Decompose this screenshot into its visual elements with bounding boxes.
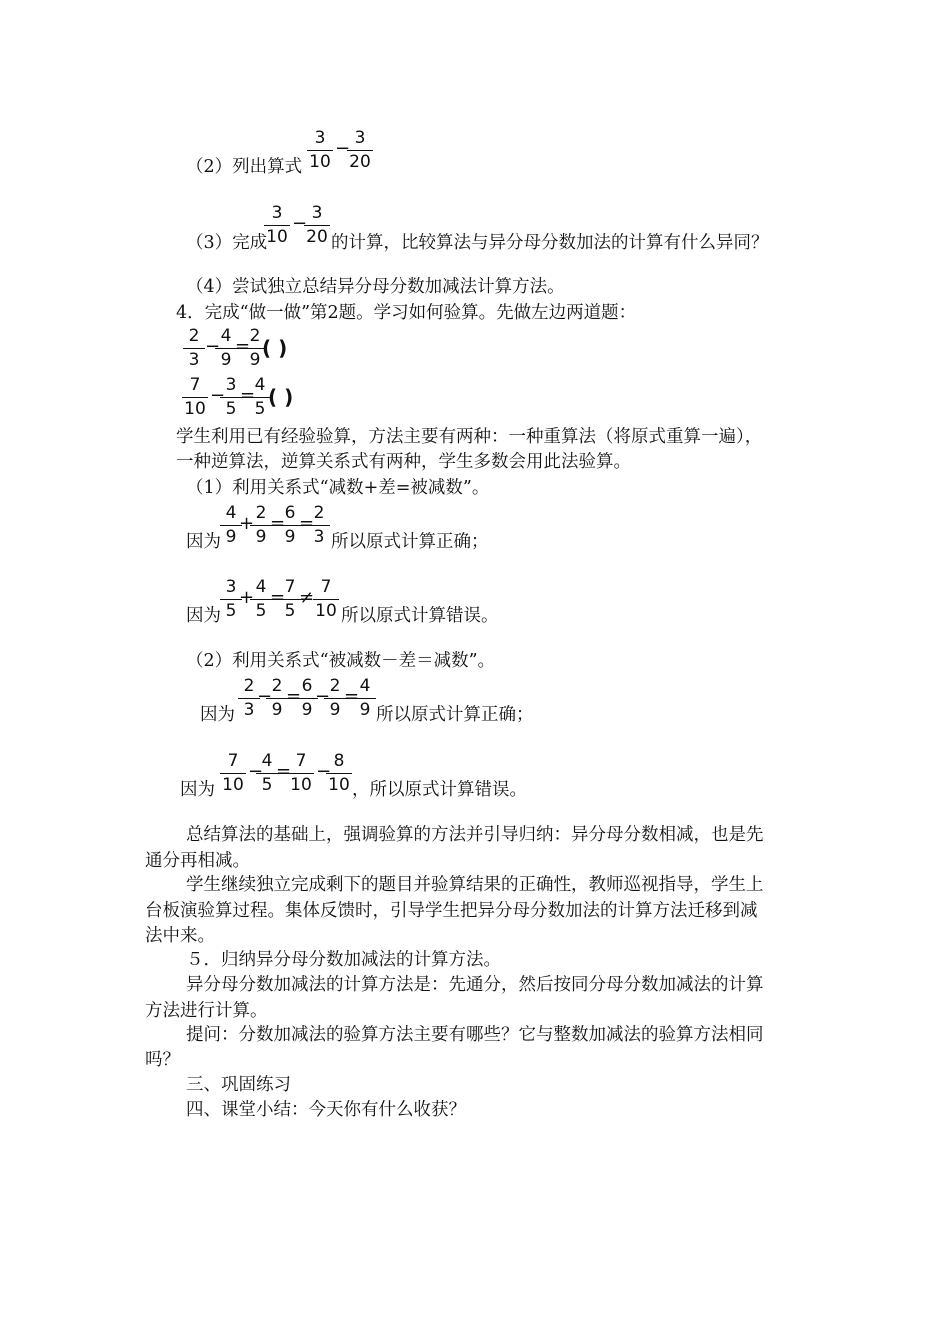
fraction: 4 5 (256, 751, 278, 795)
minus-sign: − (210, 385, 226, 406)
plus-sign: + (239, 513, 255, 534)
equals-sign: = (344, 686, 360, 707)
fraction: 3 5 (220, 375, 242, 419)
fraction: 7 10 (220, 751, 246, 795)
step-3-text-a: （3）完成 (186, 233, 268, 253)
paragraph-2b: 通分再相减。 (145, 851, 250, 871)
paragraph-5a: 提问：分数加减法的验算方法主要有哪些？它与整数加减法的验算方法相同 (186, 1025, 764, 1045)
equals-sign: = (276, 761, 292, 782)
result-correct: 所以原式计算正确； (331, 532, 489, 552)
fraction: 7 5 (279, 577, 301, 621)
minus-sign: − (257, 686, 273, 707)
item-4-heading: 4．完成“做一做”第2题。学习如何验算。先做左边两道题： (176, 303, 637, 323)
fraction: 2 9 (244, 326, 266, 370)
equals-sign: = (286, 686, 302, 707)
fraction: 4 5 (250, 577, 272, 621)
fraction: 4 5 (249, 375, 271, 419)
fraction: 4 9 (215, 326, 237, 370)
fraction: 7 10 (182, 375, 208, 419)
relation-1-text: （1）利用关系式“减数+差=被减数”。 (186, 478, 490, 498)
minus-sign: − (248, 761, 264, 782)
equals-sign: = (235, 336, 251, 357)
fraction: 3 20 (347, 128, 373, 172)
fraction: 3 20 (304, 203, 330, 247)
equals-sign: = (270, 587, 286, 608)
result-wrong: ，所以原式计算错误。 (352, 780, 527, 800)
fraction: 4 9 (220, 503, 242, 547)
because-label: 因为 (186, 606, 221, 626)
minus-sign: − (316, 761, 332, 782)
paragraph-3c: 法中来。 (145, 926, 215, 946)
fraction: 2 3 (238, 676, 260, 720)
fraction: 2 9 (250, 503, 272, 547)
section-3-heading: 三、巩固练习 (186, 1075, 291, 1095)
minus-sign: − (205, 336, 221, 357)
paragraph-3b: 台板演验算过程。集体反馈时，引导学生把异分母分数加法的计算方法迁移到减 (145, 901, 758, 921)
answer-blank: ( ) (262, 336, 288, 360)
fraction: 8 10 (326, 751, 352, 795)
fraction: 7 10 (313, 577, 339, 621)
plus-sign: + (239, 587, 255, 608)
fraction: 6 9 (279, 503, 301, 547)
paragraph-1b: 一种逆算法，逆算关系式有两种，学生多数会用此法验算。 (176, 452, 631, 472)
paragraph-3a: 学生继续独立完成剩下的题目并验算结果的正确性，教师巡视指导，学生上 (186, 875, 764, 895)
paragraph-4a: 异分母分数加减法的计算方法是：先通分，然后按同分母分数加减法的计算 (186, 975, 764, 995)
equals-sign: = (270, 513, 286, 534)
minus-sign: − (292, 213, 308, 234)
paragraph-1a: 学生利用已有经验验算，方法主要有两种：一种重算法（将原式重算一遍）， (176, 427, 763, 447)
because-label: 因为 (186, 532, 221, 552)
fraction: 6 9 (296, 676, 318, 720)
result-correct: 所以原式计算正确； (376, 705, 534, 725)
because-label: 因为 (180, 780, 215, 800)
fraction: 4 9 (354, 676, 376, 720)
fraction: 7 10 (288, 751, 314, 795)
item-5-heading: ５．归纳异分母分数加减法的计算方法。 (186, 950, 501, 970)
fraction: 2 3 (308, 503, 330, 547)
minus-sign: − (315, 686, 331, 707)
not-equal-sign: ≠ (299, 587, 315, 608)
answer-blank: ( ) (268, 385, 294, 409)
section-4-heading: 四、课堂小结：今天你有什么收获？ (186, 1100, 466, 1120)
fraction: 2 9 (324, 676, 346, 720)
paragraph-5b: 吗？ (145, 1050, 180, 1070)
relation-2-text: （2）利用关系式“被减数－差＝减数”。 (186, 651, 496, 671)
paragraph-2a: 总结算法的基础上，强调验算的方法并引导归纳：异分母分数相减，也是先 (186, 825, 764, 845)
equals-sign: = (299, 513, 315, 534)
equals-sign: = (240, 385, 256, 406)
step-3-text-b: 的计算，比较算法与异分母分数加法的计算有什么异同？ (331, 233, 769, 253)
because-label: 因为 (200, 705, 235, 725)
fraction: 3 10 (307, 128, 333, 172)
paragraph-4b: 方法进行计算。 (145, 1001, 268, 1021)
result-wrong: 所以原式计算错误。 (341, 606, 499, 626)
minus-sign: − (335, 138, 351, 159)
step-4-text: （4）尝试独立总结异分母分数加减法计算方法。 (186, 277, 565, 297)
fraction: 3 5 (220, 577, 242, 621)
fraction: 2 9 (266, 676, 288, 720)
step-2-text: （2）列出算式 (186, 157, 303, 177)
fraction: 2 3 (183, 326, 205, 370)
fraction: 3 10 (264, 203, 290, 247)
